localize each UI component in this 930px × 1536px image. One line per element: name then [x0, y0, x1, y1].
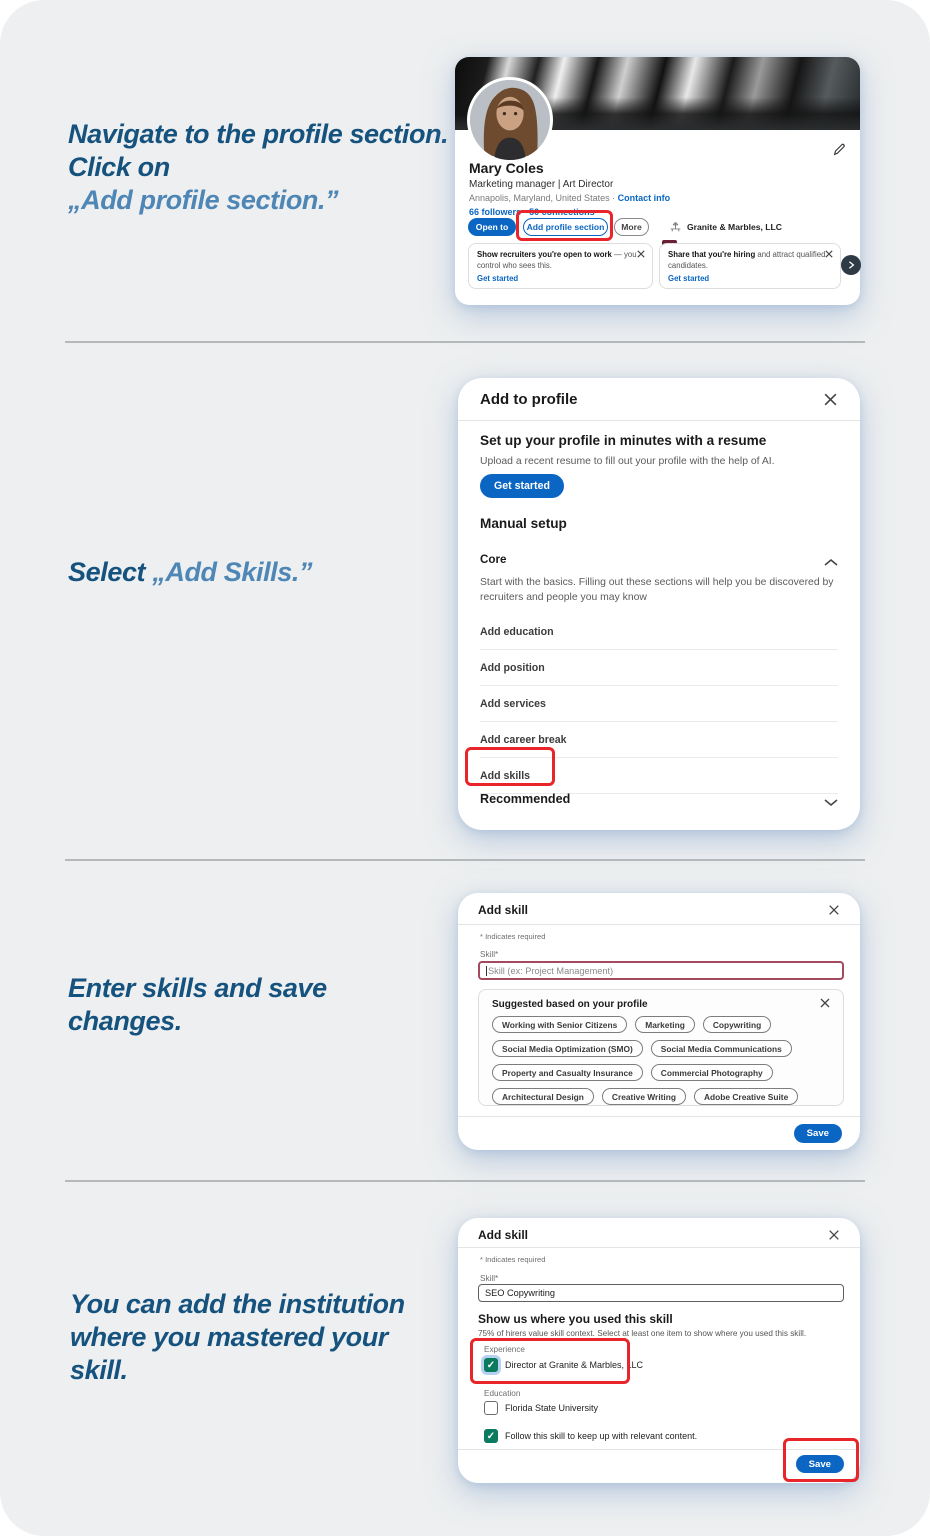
- suggested-skill-pill[interactable]: Commercial Photography: [651, 1064, 773, 1081]
- profile-headline: Marketing manager | Art Director: [469, 179, 614, 190]
- contact-info-link[interactable]: Contact info: [617, 193, 671, 203]
- education-item-label: Florida State University: [505, 1403, 599, 1413]
- menu-item-add-skills[interactable]: [480, 758, 838, 794]
- resume-setup-subtext: Upload a recent resume to fill out your profile with the help of AI.: [480, 456, 775, 467]
- dot-separator: ·: [612, 193, 616, 203]
- manual-setup-heading: Manual setup: [480, 516, 567, 531]
- experience-checkbox-row[interactable]: [484, 1358, 643, 1372]
- save-button[interactable]: Save: [794, 1124, 842, 1143]
- suggested-skill-pill[interactable]: Social Media Optimization (SMO): [492, 1040, 643, 1057]
- suggestion-pills: [492, 1016, 833, 1105]
- step2-instruction: [68, 556, 468, 589]
- skill-input[interactable]: [478, 1284, 844, 1302]
- chevron-up-icon[interactable]: [824, 554, 838, 572]
- profile-name: Mary Coles: [469, 160, 544, 176]
- step2-text-light: „Add Skills.”: [152, 557, 313, 587]
- experience-group-label: Experience: [484, 1345, 525, 1354]
- chevron-down-icon[interactable]: [824, 794, 838, 812]
- close-icon[interactable]: [828, 904, 840, 916]
- suggested-skill-pill[interactable]: Marketing: [635, 1016, 695, 1033]
- open-to-button[interactable]: Open to: [468, 218, 516, 236]
- required-note: * Indicates required: [480, 1255, 546, 1264]
- menu-item-label: Add position: [480, 661, 545, 674]
- menu-item-add-career-break[interactable]: [480, 722, 838, 758]
- step1-instruction: [68, 118, 450, 217]
- connections-count[interactable]: 50 connections: [529, 207, 595, 217]
- chevron-right-icon: [847, 261, 855, 269]
- checkbox-checked-icon[interactable]: ✓: [484, 1358, 498, 1372]
- step1-text-dark: Navigate to the profile section. Click on: [68, 119, 449, 182]
- profile-location-row: [469, 193, 670, 203]
- skill-input-placeholder: Skill (ex: Project Management): [488, 965, 614, 976]
- education-checkbox-row[interactable]: [484, 1401, 598, 1415]
- edit-pencil-icon[interactable]: [833, 143, 846, 161]
- promo-bold-text: Show recruiters you're open to work: [477, 250, 612, 259]
- close-icon[interactable]: [823, 392, 838, 407]
- promo-rest-text: and attract qualified candidates.: [668, 250, 826, 270]
- company-name: Granite & Marbles, LLC: [686, 221, 782, 232]
- skill-input[interactable]: [478, 961, 844, 980]
- step4-instruction: [70, 1288, 415, 1387]
- checkbox-checked-icon[interactable]: ✓: [484, 1429, 498, 1443]
- suggested-skill-pill[interactable]: Creative Writing: [602, 1088, 686, 1105]
- profile-card: [455, 57, 860, 305]
- add-skill-modal: [458, 893, 860, 1150]
- divider: [458, 924, 860, 925]
- add-profile-section-button[interactable]: Add profile section: [523, 218, 608, 236]
- education-group-label: Education: [484, 1389, 521, 1398]
- get-started-link[interactable]: Get started: [477, 273, 519, 283]
- modal-title: Add skill: [478, 903, 529, 917]
- suggested-skill-pill[interactable]: Copywriting: [703, 1016, 771, 1033]
- menu-item-add-services[interactable]: [480, 686, 838, 722]
- required-note: * Indicates required: [480, 932, 546, 941]
- suggested-skill-pill[interactable]: Architectural Design: [492, 1088, 594, 1105]
- close-icon[interactable]: [828, 1229, 840, 1241]
- suggestions-panel: [478, 989, 844, 1106]
- profile-network-row: [469, 207, 595, 217]
- skill-input-value: SEO Copywriting: [485, 1288, 555, 1298]
- menu-item-label: Add career break: [480, 733, 567, 746]
- modal-title: Add to profile: [480, 391, 578, 408]
- menu-item-label: Add education: [480, 625, 554, 638]
- step2-text-dark: Select: [68, 557, 153, 587]
- promo-rest-text: — you control who sees this.: [477, 250, 637, 270]
- suggested-skill-pill[interactable]: Working with Senior Citizens: [492, 1016, 627, 1033]
- suggestions-title: Suggested based on your profile: [492, 999, 648, 1010]
- core-menu-list: [480, 614, 838, 794]
- menu-item-add-education[interactable]: [480, 614, 838, 650]
- context-subtext: 75% of hirers value skill context. Select at least one item to show where you used this skill.: [478, 1329, 807, 1338]
- profile-location: Annapolis, Maryland, United States: [469, 193, 610, 203]
- divider: [65, 1180, 865, 1182]
- divider: [458, 420, 860, 421]
- skill-field-label: Skill*: [480, 1274, 499, 1283]
- close-icon[interactable]: [637, 250, 645, 258]
- divider: [65, 859, 865, 861]
- promo-bold-text: Share that you're hiring: [668, 250, 756, 259]
- step3-text-dark: Enter skills and save changes.: [68, 973, 327, 1036]
- hiring-promo[interactable]: [659, 243, 841, 289]
- modal-title: Add skill: [478, 1228, 529, 1242]
- menu-item-add-position[interactable]: [480, 650, 838, 686]
- core-section-label[interactable]: Core: [480, 553, 507, 566]
- core-section-description: Start with the basics. Filling out these sections will help you be discovered by recruiters and people you may know: [480, 577, 834, 604]
- recommended-section-label[interactable]: Recommended: [480, 792, 571, 806]
- step3-instruction: [68, 972, 408, 1038]
- divider: [458, 1247, 860, 1248]
- profile-photo[interactable]: [467, 77, 553, 163]
- menu-item-label: Add services: [480, 697, 546, 710]
- open-to-work-promo[interactable]: [468, 243, 653, 289]
- followers-count[interactable]: 66 followers: [469, 207, 522, 217]
- company-logo: [669, 220, 682, 233]
- more-button[interactable]: More: [614, 218, 649, 236]
- follow-skill-label: Follow this skill to keep up with relevant content.: [505, 1431, 698, 1441]
- divider: [458, 1449, 860, 1450]
- add-to-profile-modal: [458, 378, 860, 830]
- resume-setup-heading: Set up your profile in minutes with a resume: [480, 433, 767, 448]
- get-started-link[interactable]: Get started: [668, 273, 710, 283]
- close-icon[interactable]: [825, 250, 833, 258]
- follow-skill-checkbox-row[interactable]: [484, 1429, 697, 1443]
- dot-separator: ·: [523, 207, 527, 217]
- save-button[interactable]: Save: [796, 1455, 844, 1473]
- suggested-skill-pill[interactable]: Social Media Communications: [651, 1040, 792, 1057]
- suggested-skill-pill[interactable]: Adobe Creative Suite: [694, 1088, 798, 1105]
- divider: [458, 1116, 860, 1117]
- step4-text-dark: You can add the institution where you mastered your skill.: [70, 1289, 405, 1385]
- text-cursor: [486, 966, 487, 976]
- avatar-illustration: [470, 80, 550, 160]
- add-skill-context-modal: [458, 1218, 860, 1483]
- divider: [65, 341, 865, 343]
- get-started-button[interactable]: Get started: [480, 474, 564, 498]
- skill-field-label: Skill*: [480, 950, 499, 959]
- experience-item-label: Director at Granite & Marbles, LLC: [505, 1360, 644, 1370]
- carousel-next-button[interactable]: [841, 255, 861, 275]
- step1-text-light: „Add profile section.”: [68, 184, 339, 215]
- close-icon[interactable]: [820, 998, 830, 1008]
- checkbox-unchecked-icon[interactable]: [484, 1401, 498, 1415]
- context-heading: Show us where you used this skill: [478, 1312, 673, 1326]
- menu-item-label: Add skills: [480, 769, 531, 782]
- suggested-skill-pill[interactable]: Property and Casualty Insurance: [492, 1064, 643, 1081]
- company-row[interactable]: [669, 220, 782, 233]
